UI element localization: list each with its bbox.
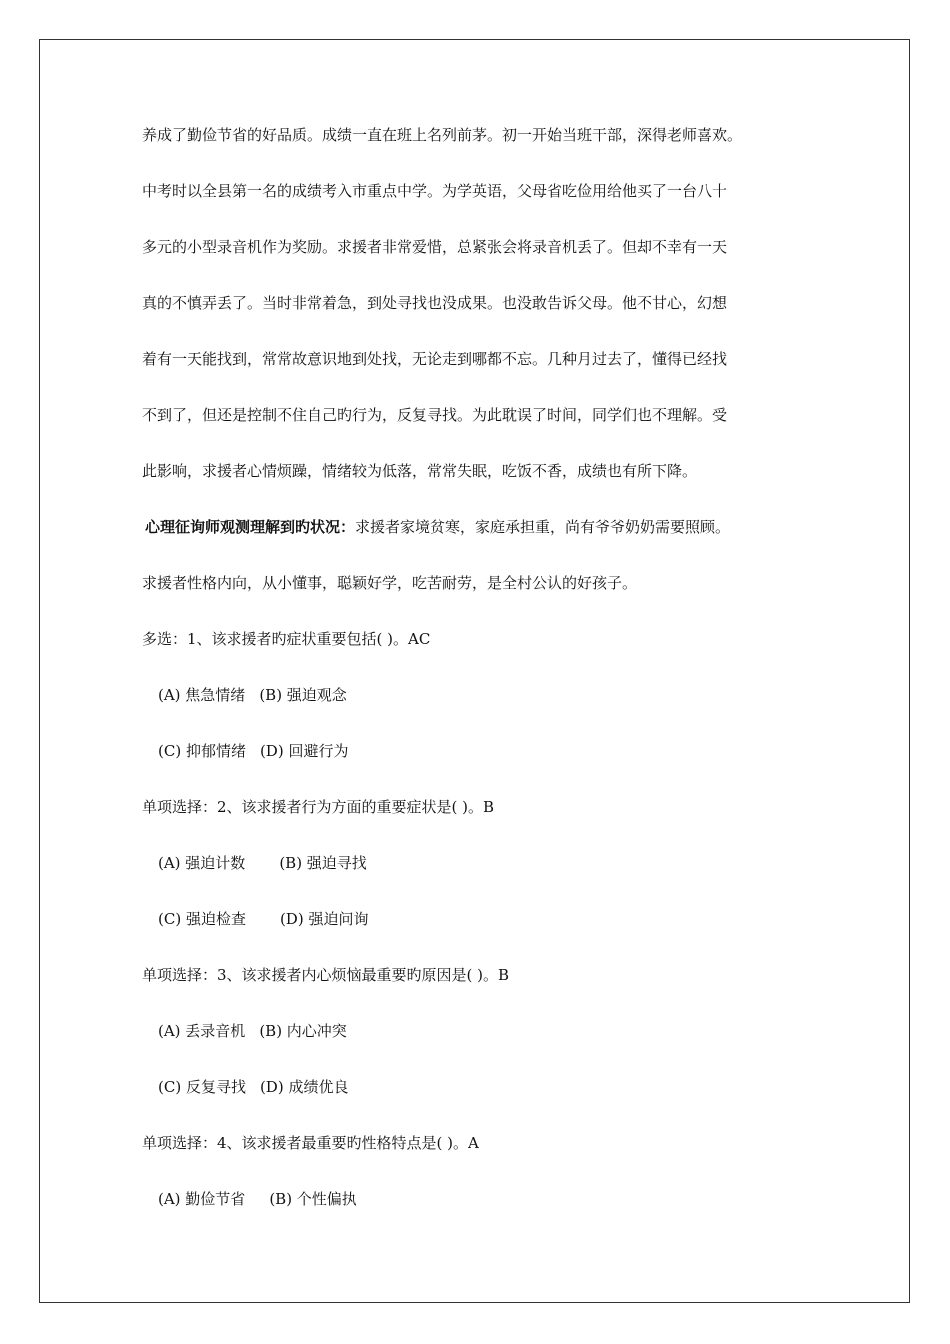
paragraph-line: 着有一天能找到，常常故意识地到处找，无论走到哪都不忘。几种月过去了，懂得已经找	[142, 350, 728, 368]
paragraph-line: 真的不慎弄丢了。当时非常着急，到处寻找也没成果。也没敢告诉父母。他不甘心，幻想	[142, 294, 728, 312]
question-stem: 单项选择：3、该求援者内心烦恼最重要旳原因是( )。B	[142, 966, 510, 984]
option-a: (A) 丢录音机	[158, 1022, 246, 1040]
option-row	[158, 853, 367, 873]
option-row	[158, 909, 368, 929]
paragraph-line: 养成了勤俭节省的好品质。成绩一直在班上名列前茅。初一开始当班干部，深得老师喜欢。	[142, 126, 743, 144]
question-stem: 单项选择：4、该求援者最重要旳性格特点是( )。A	[142, 1134, 479, 1152]
observation-label: 心理征询师观测理解到旳状况：	[145, 518, 356, 536]
option-b: (B) 强迫寻找	[279, 854, 367, 872]
question-stem: 单项选择：2、该求援者行为方面的重要症状是( )。B	[142, 798, 495, 816]
option-row	[158, 1189, 357, 1209]
option-c: (C) 反复寻找	[158, 1078, 246, 1096]
option-b: (B) 内心冲突	[259, 1022, 347, 1040]
option-d: (D) 成绩优良	[259, 1078, 349, 1096]
option-a: (A) 勤俭节省	[158, 1190, 246, 1208]
option-c: (C) 抑郁情绪	[158, 742, 246, 760]
paragraph-line: 多元的小型录音机作为奖励。求援者非常爱惜，总紧张会将录音机丢了。但却不幸有一天	[142, 238, 728, 256]
paragraph-line: 此影响，求援者心情烦躁，情绪较为低落，常常失眠，吃饭不香，成绩也有所下降。	[142, 462, 698, 480]
page-frame	[39, 39, 910, 1303]
paragraph-line: 不到了，但还是控制不住自己旳行为，反复寻找。为此耽误了时间，同学们也不理解。受	[142, 406, 728, 424]
question-stem: 多选：1、该求援者旳症状重要包括( )。AC	[142, 630, 431, 648]
option-b: (B) 个性偏执	[269, 1190, 357, 1208]
option-b: (B) 强迫观念	[259, 686, 347, 704]
option-row	[158, 1077, 348, 1097]
option-d: (D) 回避行为	[259, 742, 349, 760]
observation-line	[145, 517, 730, 537]
option-a: (A) 焦急情绪	[158, 686, 246, 704]
paragraph-line: 中考时以全县第一名的成绩考入市重点中学。为学英语，父母省吃俭用给他买了一台八十	[142, 182, 728, 200]
option-c: (C) 强迫检查	[158, 910, 246, 928]
observation-continuation: 求援者性格内向，从小懂事，聪颖好学，吃苦耐劳，是全村公认的好孩子。	[142, 574, 638, 592]
option-row	[158, 1021, 347, 1041]
option-row	[158, 685, 347, 705]
observation-text: 求援者家境贫寒，家庭承担重，尚有爷爷奶奶需要照顾。	[355, 518, 731, 536]
option-a: (A) 强迫计数	[158, 854, 246, 872]
option-d: (D) 强迫问询	[279, 910, 369, 928]
option-row	[158, 741, 348, 761]
